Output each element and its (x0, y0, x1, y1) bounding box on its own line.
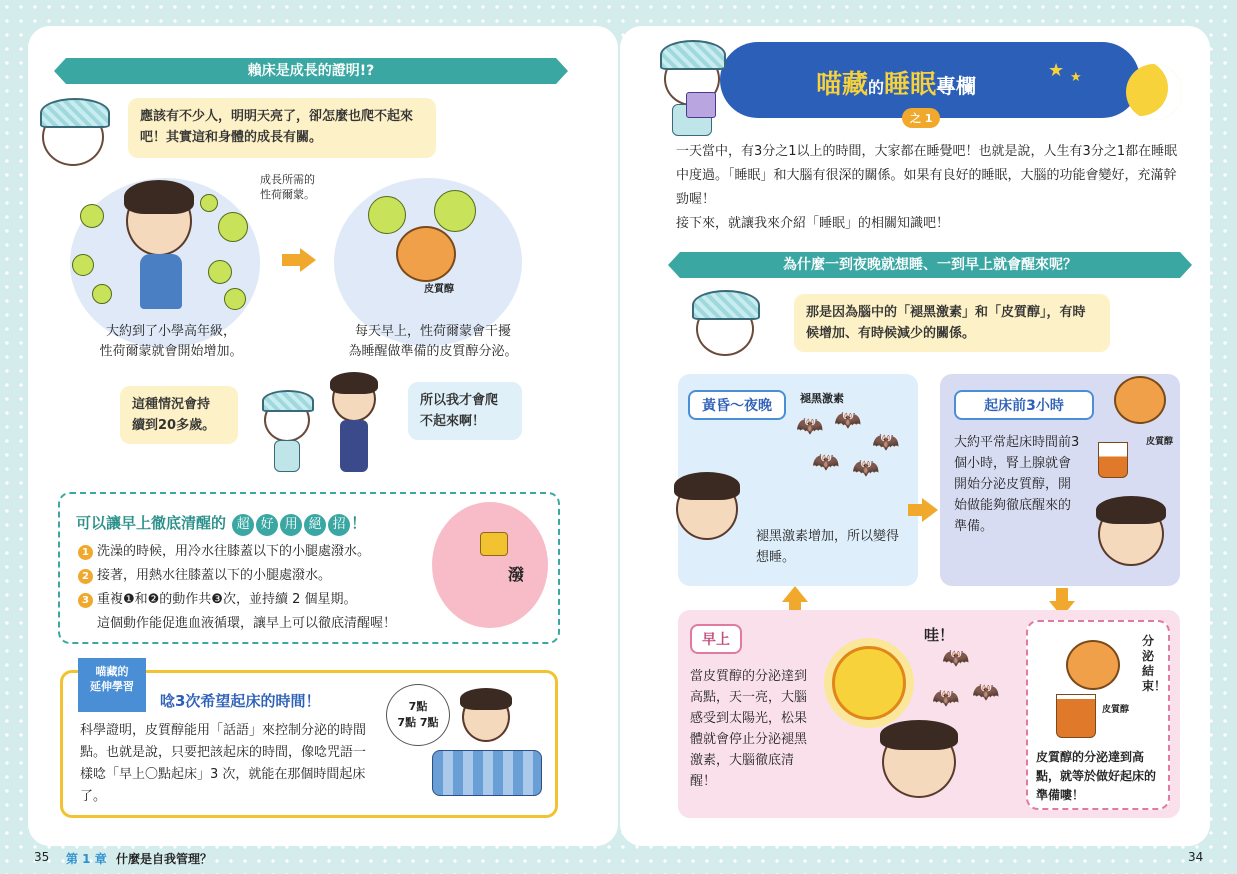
tips-list (78, 540, 438, 636)
bat-icon: 🦇 (834, 408, 862, 433)
caption-right: 每天早上，性荷爾蒙會干擾 為睡醒做準備的皮質醇分泌。 (348, 324, 518, 359)
secretion-done-text: 分泌結束！ (1142, 634, 1167, 693)
cat-bubble: 那是因為腦中的「褪黑激素」和「皮質醇」，有時候增加、有時候減少的關係。 (794, 294, 1110, 352)
page-number: 34 (1188, 850, 1204, 864)
tips-title-char: 招 (328, 514, 350, 536)
chapter-label: 第 1 章 (66, 852, 107, 866)
bat-icon: 🦇 (852, 456, 880, 481)
intro-bubble: 應該有不少人，明明天亮了，卻怎麼也爬不起來吧！其實這和身體的成長有關。 (128, 98, 436, 158)
column-title: 喵藏的睡眠專欄 (816, 70, 977, 100)
hormone-icon (368, 196, 406, 234)
learning-badge: 喵藏的 延伸學習 (78, 658, 146, 712)
wow-text: 哇！ (924, 626, 955, 644)
right-page (620, 26, 1210, 864)
cortisol-character (396, 226, 456, 282)
bat-icon: 🦇 (872, 430, 900, 455)
hormone-icon (92, 284, 112, 304)
book-icon (686, 92, 716, 118)
bat-icon: 🦇 (796, 414, 824, 439)
hormone-icon (208, 260, 232, 284)
panel-text-done: 皮質醇的分泌達到高點，就等於做好起床的準備嘍！ (1036, 750, 1157, 802)
splash-text: 潑 (508, 565, 525, 584)
cortisol-character (1066, 640, 1120, 690)
boy-hair (880, 720, 958, 750)
hormone-icon (218, 212, 248, 242)
water-cup-icon (480, 532, 508, 556)
bat-icon: 🦇 (812, 450, 840, 475)
tips-title: 可以讓早上徹底清醒的 超 好 用 絕 招 ！ (76, 512, 366, 536)
tip-item: 2 接著，用熱水往膝蓋以下的小腿處潑水。 (78, 564, 438, 588)
nightcap (692, 290, 760, 320)
tips-title-char: 好 (256, 514, 278, 536)
tips-title-char: 超 (232, 514, 254, 536)
tips-title-char: 絕 (304, 514, 326, 536)
panel-text-morning: 當皮質醇的分泌達到高點，天一亮，大腦感受到太陽光，松果體就會停止分泌褪黑激素，大腦徹底清醒！ (690, 669, 808, 789)
cortisol-cup-label: 皮質醇 (1102, 705, 1130, 715)
boy-body (340, 420, 368, 472)
futon-icon (432, 750, 542, 796)
bat-icon: 🦇 (932, 686, 960, 711)
boy-bubble: 所以我才會爬 不起來啊！ (408, 382, 522, 440)
column-intro-2: 接下來，就讓我來介紹「睡眠」的相關知識吧！ (676, 216, 950, 231)
arrow-down-icon (1056, 588, 1068, 602)
arrow-right-icon (922, 498, 938, 522)
hormone-icon (224, 288, 246, 310)
boy-hair (330, 372, 378, 394)
boy-body (140, 254, 182, 309)
panel-tag-before-wake: 起床前3小時 (954, 390, 1094, 420)
panel-text-evening: 褪黑激素增加，所以變得想睡。 (756, 529, 900, 565)
cup-icon (1098, 442, 1128, 478)
arrow-right-icon (300, 248, 316, 272)
cup-icon (1056, 694, 1096, 738)
section-title: 賴床是成長的證明!? (66, 58, 556, 84)
hormone-note: 成長所需的 性荷爾蒙。 (260, 173, 315, 201)
page-number: 35 (34, 850, 50, 864)
learning-title: 唸3次希望起床的時間！ (160, 692, 321, 710)
tip-item: 1 洗澡的時候，用冷水往膝蓋以下的小腿處潑水。 (78, 540, 438, 564)
tips-title-char: 用 (280, 514, 302, 536)
tip-item: 3 重複❶和❷的動作共❸次，並持續 2 個星期。 (78, 588, 438, 612)
tip-note: 這個動作能促進血液循環，讓早上可以徹底清醒喔！ (97, 616, 397, 631)
splash-illustration (432, 502, 548, 628)
arrow-right-icon (282, 254, 302, 266)
moon-icon (1126, 64, 1182, 120)
panel-text-before-wake: 大約平常起床時間前3個小時，腎上腺就會開始分泌皮質醇，開始做能夠徹底醒來的準備。 (954, 435, 1080, 534)
caption-left: 大約到了小學高年級， 性荷爾蒙就會開始增加。 (99, 324, 243, 359)
boy-hair (124, 180, 194, 214)
left-page (28, 26, 618, 866)
star-icon: ★ (1048, 60, 1065, 81)
nightcap (262, 390, 314, 412)
star-icon: ★ (1070, 70, 1082, 85)
cortisol-tag: 皮質醇 (424, 284, 454, 295)
boy-hair (1096, 496, 1166, 524)
column-intro: 一天當中，有3分之1以上的時間，大家都在睡覺吧！也就是說，人生有3分之1都在睡眠中度過。「睡眠」和大腦有很深的關係。如果有良好的睡眠，大腦的功能會變好，充滿幹勁喔！ (676, 144, 1178, 207)
panel-tag-evening: 黃昏～夜晚 (688, 390, 786, 420)
nightcap (40, 98, 110, 128)
cat-body (274, 440, 300, 472)
hormone-icon (200, 194, 218, 212)
bat-icon: 🦇 (972, 680, 1000, 705)
column-sub: 之 1 (902, 108, 940, 128)
melatonin-label: 褪黑激素 (800, 392, 844, 405)
boy-hair (460, 688, 512, 710)
panel-tag-morning: 早上 (690, 624, 742, 654)
arrow-up-icon (782, 586, 808, 602)
chapter-title: 什麼是自我管理？ (116, 852, 213, 866)
learning-body: 科學證明，皮質醇能用「話語」來控制分泌的時間點。也就是說，只要把該起床的時間，像唸咒語一樣唸「早上〇點起床」3 次，就能在那個時間起床了。 (80, 723, 367, 804)
section-title: 為什麼一到夜晚就想睡、一到早上就會醒來呢？ (680, 252, 1180, 278)
speech-bubble: 7點 7點 7點 (386, 684, 450, 746)
bat-icon: 🦇 (942, 646, 970, 671)
boy-hair (674, 472, 740, 500)
cortisol-character (1114, 376, 1166, 424)
cat-bubble: 這種情況會持 續到20多歲。 (120, 386, 238, 444)
cortisol-cup-label: 皮質醇 (1146, 437, 1174, 447)
nightcap (660, 40, 726, 70)
hormone-icon (72, 254, 94, 276)
sun-icon (832, 646, 906, 720)
hormone-icon (434, 190, 476, 232)
hormone-icon (80, 204, 104, 228)
